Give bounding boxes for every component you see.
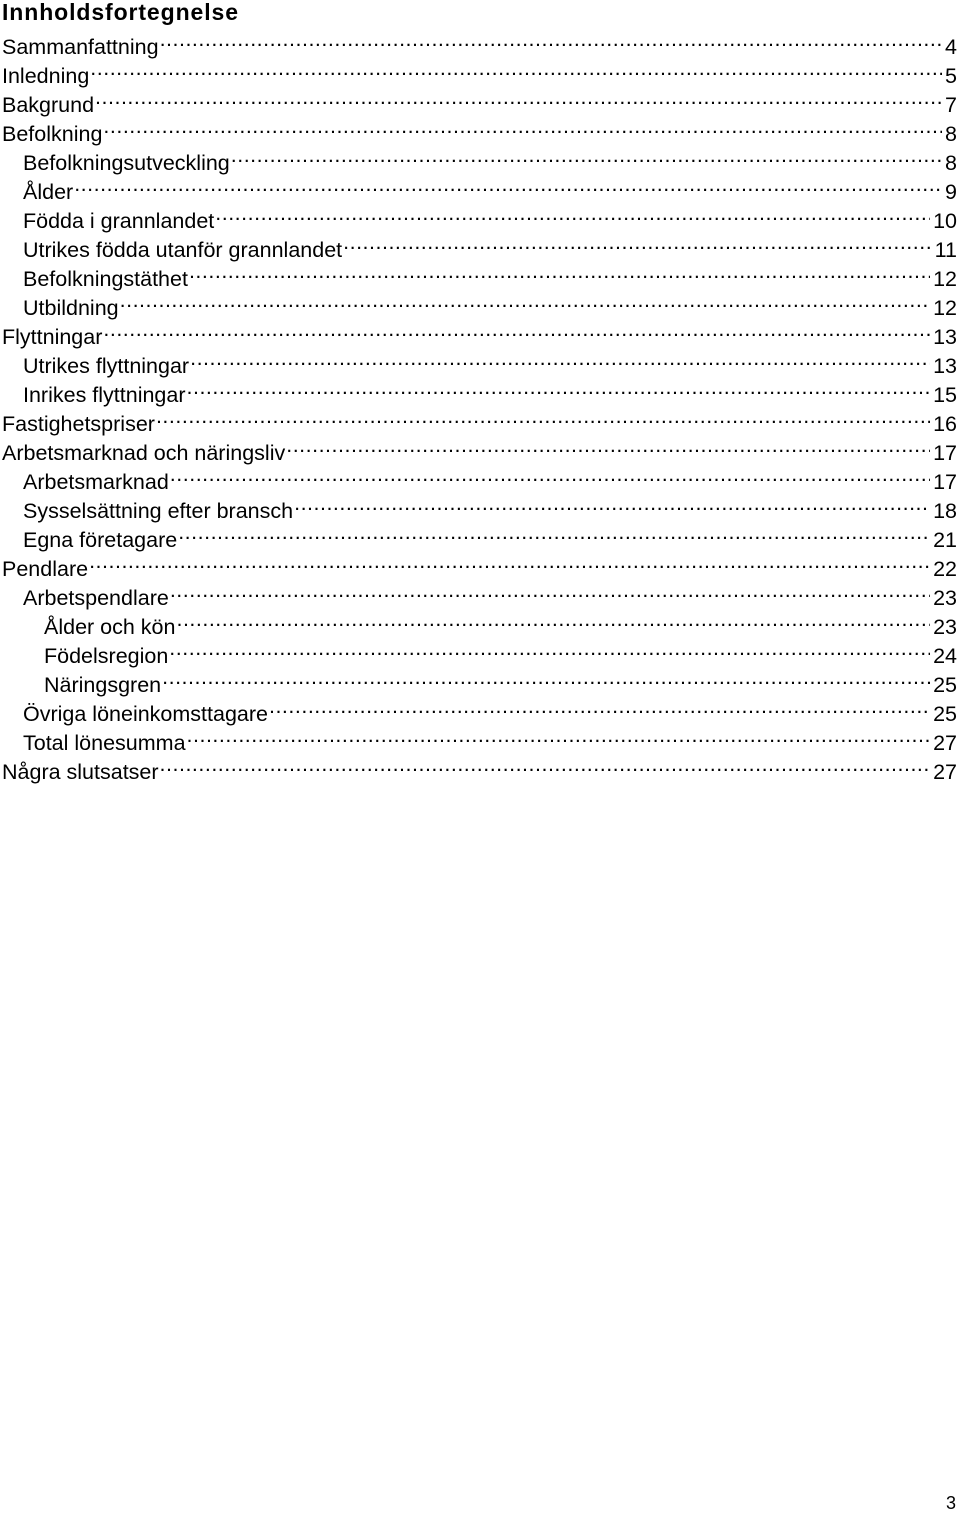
toc-entry[interactable]	[2, 199, 957, 233]
toc-entry-page-number: 13	[933, 354, 957, 378]
toc-entry-page-number: 21	[933, 528, 957, 552]
dot-leader	[160, 25, 942, 54]
toc-entry-label: Pendlare	[2, 557, 89, 581]
dot-leader	[187, 721, 931, 750]
toc-entry-label: Ålder	[23, 180, 74, 204]
dot-leader	[176, 605, 930, 634]
toc-entry-page-number: 16	[933, 412, 957, 436]
dot-leader	[231, 141, 942, 170]
toc-entry[interactable]	[2, 54, 957, 88]
toc-entry-page-number: 23	[933, 586, 957, 610]
dot-leader	[343, 228, 932, 257]
toc-entry-label: Övriga löneinkomsttagare	[23, 702, 268, 726]
dot-leader	[95, 83, 942, 112]
dot-leader	[120, 286, 930, 315]
toc-entry-label: Befolkningsutveckling	[23, 151, 230, 175]
toc-entry-label: Utrikes födda utanför grannlandet	[23, 238, 343, 262]
toc-entry-page-number: 27	[933, 731, 957, 755]
toc-entry-page-number: 7	[945, 93, 957, 117]
dot-leader	[103, 315, 930, 344]
toc-entry-label: Fastighetspriser	[2, 412, 155, 436]
toc-entry-page-number: 8	[945, 151, 957, 175]
dot-leader	[189, 257, 930, 286]
toc-entry-label: Utbildning	[23, 296, 119, 320]
toc-entry-page-number: 27	[933, 760, 957, 784]
dot-leader	[286, 431, 930, 460]
dot-leader	[190, 344, 930, 373]
dot-leader	[103, 112, 942, 141]
dot-leader	[90, 54, 942, 83]
toc-entry[interactable]	[2, 25, 957, 59]
toc-entry-page-number: 9	[945, 180, 957, 204]
toc-entry[interactable]	[2, 344, 957, 378]
toc-entry-page-number: 10	[933, 209, 957, 233]
toc-entry-label: Egna företagare	[23, 528, 178, 552]
toc-entry-page-number: 8	[945, 122, 957, 146]
toc-entry-label: Sysselsättning efter bransch	[23, 499, 294, 523]
toc-entry-label: Flyttningar	[2, 325, 103, 349]
dot-leader	[215, 199, 930, 228]
toc-entry[interactable]	[2, 286, 957, 320]
toc-entry-label: Sammanfattning	[2, 35, 159, 59]
toc-entry[interactable]	[2, 112, 957, 146]
page-number: 3	[945, 1493, 956, 1513]
toc-entry[interactable]	[2, 83, 957, 117]
dot-leader	[89, 547, 930, 576]
dot-leader	[160, 750, 931, 779]
toc-entry-label: Inledning	[2, 64, 90, 88]
toc-entry[interactable]	[2, 315, 957, 349]
toc-entry-label: Några slutsatser	[2, 760, 159, 784]
toc-entry-page-number: 23	[933, 615, 957, 639]
toc-entry[interactable]	[2, 170, 957, 204]
toc-entry-page-number: 22	[933, 557, 957, 581]
dot-leader	[294, 489, 930, 518]
toc-entry-label: Födda i grannlandet	[23, 209, 215, 233]
dot-leader	[169, 634, 930, 663]
toc-entry-page-number: 25	[933, 673, 957, 697]
toc-entry-label: Arbetsmarknad och näringsliv	[2, 441, 286, 465]
dot-leader	[187, 373, 931, 402]
toc-entry-page-number: 4	[945, 35, 957, 59]
toc-entry-page-number: 17	[933, 441, 957, 465]
dot-leader	[178, 518, 930, 547]
toc-entry-label: Total lönesumma	[23, 731, 186, 755]
toc-entry[interactable]	[2, 576, 957, 610]
toc-entry-page-number: 15	[933, 383, 957, 407]
dot-leader	[170, 576, 930, 605]
toc-entry-page-number: 11	[934, 238, 957, 262]
dot-leader	[156, 402, 930, 431]
toc-entry-page-number: 12	[933, 267, 957, 291]
dot-leader	[74, 170, 942, 199]
toc-entry-label: Inrikes flyttningar	[23, 383, 186, 407]
dot-leader	[269, 692, 930, 721]
toc-entry-label: Bakgrund	[2, 93, 95, 117]
toc-entry-page-number: 24	[933, 644, 957, 668]
toc-entry-page-number: 18	[933, 499, 957, 523]
toc-title: Innholdsfortegnelse	[2, 0, 239, 25]
toc-entry-label: Arbetsmarknad	[23, 470, 169, 494]
toc-entry-page-number: 12	[933, 296, 957, 320]
toc-entry-label: Ålder och kön	[44, 615, 176, 639]
toc-entry-label: Befolkning	[2, 122, 103, 146]
toc-entry-label: Utrikes flyttningar	[23, 354, 190, 378]
toc-entry-label: Arbetspendlare	[23, 586, 169, 610]
toc-list	[2, 25, 957, 784]
toc-entry-page-number: 5	[945, 64, 957, 88]
toc-entry-page-number: 13	[933, 325, 957, 349]
toc-entry-label: Födelsregion	[44, 644, 169, 668]
toc-entry[interactable]	[2, 141, 957, 175]
toc-entry-label: Näringsgren	[44, 673, 162, 697]
toc-entry-page-number: 17	[933, 470, 957, 494]
dot-leader	[170, 460, 930, 489]
toc-entry-label: Befolkningstäthet	[23, 267, 188, 291]
toc-entry[interactable]	[2, 547, 957, 581]
dot-leader	[162, 663, 930, 692]
toc-entry-page-number: 25	[933, 702, 957, 726]
